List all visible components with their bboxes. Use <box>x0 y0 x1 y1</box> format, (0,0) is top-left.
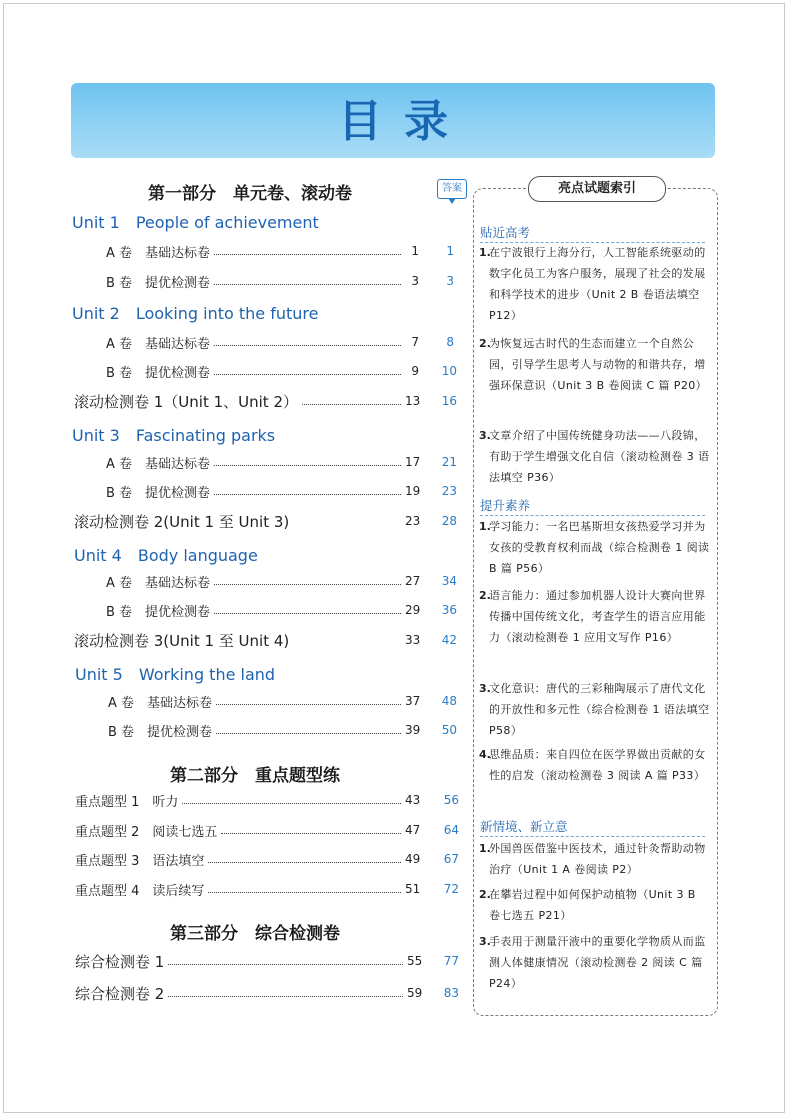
toc-row[interactable]: B 卷 提优检测卷 19 <box>106 484 421 501</box>
answer-page: 1 <box>446 244 454 258</box>
answer-page: 21 <box>441 455 457 469</box>
index-item[interactable]: 3. 文章介绍了中国传统健身功法——八段锦，有助于学生增强文化自信（滚动检测卷 3 语法填空 P36） <box>479 429 710 484</box>
toc-row[interactable]: 滚动检测卷 3(Unit 1 至 Unit 4) 33 <box>74 631 421 650</box>
toc-row[interactable]: 综合检测卷 2 59 <box>75 984 423 1003</box>
answer-page: 34 <box>441 574 457 588</box>
answer-page: 64 <box>443 823 459 837</box>
toc-row[interactable]: B 卷 提优检测卷 39 <box>108 723 421 740</box>
unit-2-heading[interactable]: Unit 2 Looking into the future <box>72 304 319 323</box>
answer-page: 42 <box>441 633 457 647</box>
answer-page: 67 <box>443 852 459 866</box>
index-item[interactable]: 1. 外国兽医借鉴中医技术，通过针灸帮助动物治疗（Unit 1 A 卷阅读 P2） <box>479 842 706 876</box>
unit-3-heading[interactable]: Unit 3 Fascinating parks <box>72 426 276 445</box>
index-item[interactable]: 1. 在宁波银行上海分行，人工智能系统驱动的数字化员工为客户服务，展现了社会的发展和科学技术的进步（Unit 2 B 卷语法填空 P12） <box>479 246 706 322</box>
answer-page: 8 <box>446 335 454 349</box>
index-item[interactable]: 3. 手表用于测量汗液中的重要化学物质从而监测人体健康情况（滚动检测卷 2 阅读 C 篇 P24） <box>479 935 706 990</box>
toc-row[interactable]: A 卷 基础达标卷 7 <box>106 335 419 352</box>
part2-heading: 第二部分 重点题型练 <box>170 766 340 786</box>
toc-row[interactable]: A 卷 基础达标卷 17 <box>106 455 421 472</box>
index-item[interactable]: 2. 为恢复远古时代的生态而建立一个自然公园，引导学生思考人与动物的和谐共存，增强环保意识（Unit 3 B 卷阅读 C 篇 P20） <box>479 337 708 392</box>
toc-row[interactable]: B 卷 提优检测卷 3 <box>106 274 419 291</box>
index-panel-title: 亮点试题索引 <box>528 176 666 202</box>
answer-page: 36 <box>441 603 457 617</box>
toc-row[interactable]: 滚动检测卷 2(Unit 1 至 Unit 3) 23 <box>74 512 421 531</box>
answer-tag: 答案 <box>437 179 467 199</box>
toc-row[interactable]: A 卷 基础达标卷 1 <box>106 244 419 261</box>
answer-page: 10 <box>441 364 457 378</box>
answer-page: 50 <box>441 723 457 737</box>
toc-row[interactable]: A 卷 基础达标卷 27 <box>106 574 421 591</box>
toc-row[interactable]: 滚动检测卷 1（Unit 1、Unit 2） 13 <box>74 392 421 411</box>
index-item[interactable]: 1. 学习能力：一名巴基斯坦女孩热爱学习并为女孩的受教育权利而战（综合检测卷 1 阅读 B 篇 P56） <box>479 520 710 575</box>
toc-row[interactable]: 重点题型 1 听力 43 <box>75 793 421 810</box>
toc-row[interactable]: 综合检测卷 1 55 <box>75 952 423 971</box>
answer-page: 48 <box>441 694 457 708</box>
unit-1-heading[interactable]: Unit 1 People of achievement <box>72 213 319 232</box>
toc-row[interactable]: B 卷 提优检测卷 9 <box>106 364 419 381</box>
part3-heading: 第三部分 综合检测卷 <box>170 924 340 944</box>
category-gaokao: 贴近高考 <box>480 223 705 243</box>
answer-page: 77 <box>443 954 459 968</box>
part1-heading: 第一部分 单元卷、滚动卷 <box>148 184 352 204</box>
answer-page: 83 <box>443 986 459 1000</box>
toc-row[interactable]: 重点题型 2 阅读七选五 47 <box>75 823 421 840</box>
page-title: 目录 <box>338 96 470 147</box>
index-item[interactable]: 2. 在攀岩过程中如何保护动植物（Unit 3 B 卷七选五 P21） <box>479 888 696 922</box>
toc-row[interactable]: 重点题型 3 语法填空 49 <box>75 852 421 869</box>
title-banner <box>71 83 715 158</box>
category-new-context: 新情境、新立意 <box>480 817 705 837</box>
toc-row[interactable]: B 卷 提优检测卷 29 <box>106 603 421 620</box>
category-literacy: 提升素养 <box>480 496 705 516</box>
answer-page: 72 <box>443 882 459 896</box>
answer-page: 16 <box>441 394 457 408</box>
toc-row[interactable]: 重点题型 4 读后续写 51 <box>75 882 421 899</box>
answer-page: 56 <box>443 793 459 807</box>
toc-row[interactable]: A 卷 基础达标卷 37 <box>108 694 421 711</box>
unit-4-heading[interactable]: Unit 4 Body language <box>74 546 258 565</box>
index-item[interactable]: 2. 语言能力：通过参加机器人设计大赛向世界传播中国传统文化，考查学生的语言应用能力（滚动检测卷 1 应用文写作 P16） <box>479 589 706 644</box>
answer-page: 23 <box>441 484 457 498</box>
answer-page: 28 <box>441 514 457 528</box>
index-item[interactable]: 4. 思维品质：来自四位在医学界做出贡献的女性的启发（滚动检测卷 3 阅读 A 篇 P33） <box>479 748 706 782</box>
answer-page: 3 <box>446 274 454 288</box>
unit-5-heading[interactable]: Unit 5 Working the land <box>75 665 276 684</box>
index-item[interactable]: 3. 文化意识：唐代的三彩釉陶展示了唐代文化的开放性和多元性（综合检测卷 1 语法填空 P58） <box>479 682 710 737</box>
